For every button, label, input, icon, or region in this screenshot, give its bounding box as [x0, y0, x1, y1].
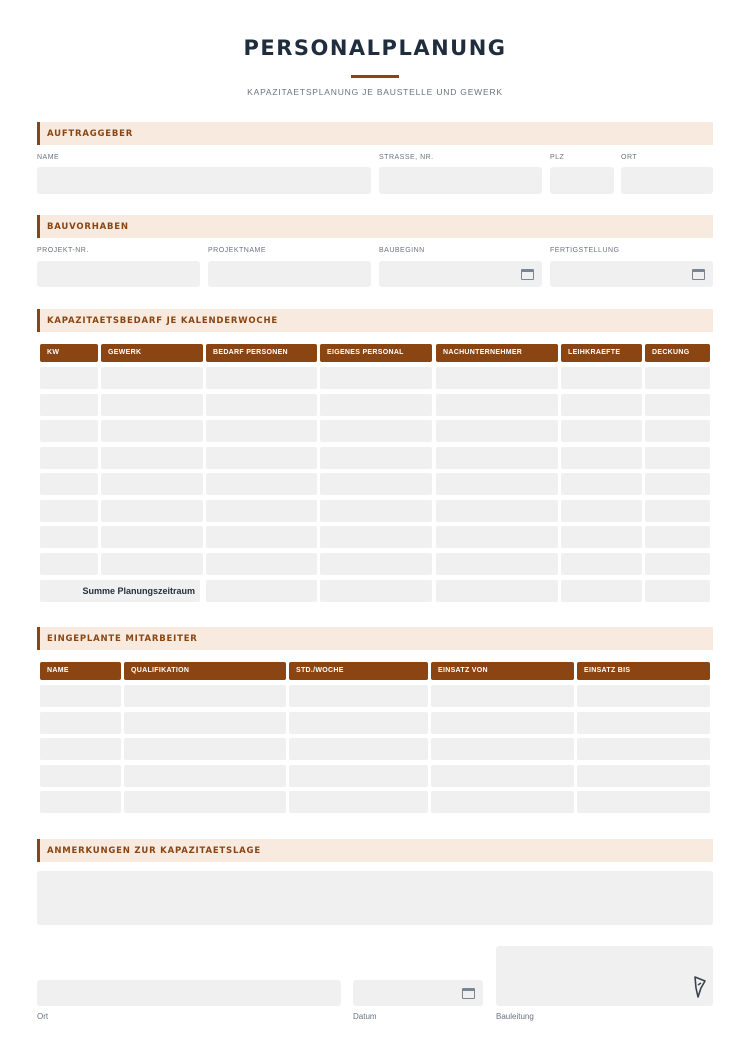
kapazitaet-cell[interactable] — [40, 447, 98, 469]
kapazitaet-cell[interactable] — [206, 394, 317, 416]
column-header-label: EINSATZ BIS — [584, 667, 631, 674]
section-title: AUFTRAGGEBER — [47, 129, 134, 139]
section-header-anmerkungen — [37, 839, 713, 862]
calendar-icon[interactable] — [521, 269, 534, 280]
kapazitaet-cell[interactable] — [645, 473, 710, 495]
ort-field[interactable] — [621, 167, 713, 194]
kapazitaet-cell[interactable] — [101, 420, 203, 442]
kapazitaet-cell[interactable] — [436, 394, 558, 416]
mitarbeiter-cell[interactable] — [577, 685, 710, 707]
label-projektname: PROJEKTNAME — [208, 247, 267, 254]
mitarbeiter-cell[interactable] — [577, 791, 710, 813]
kapazitaet-cell[interactable] — [101, 447, 203, 469]
mitarbeiter-column-header — [289, 662, 428, 680]
kapazitaet-cell[interactable] — [320, 367, 432, 389]
kapazitaet-cell[interactable] — [206, 367, 317, 389]
kapazitaet-cell[interactable] — [320, 420, 432, 442]
kapazitaet-column-header — [561, 344, 642, 362]
mitarbeiter-cell[interactable] — [289, 738, 428, 760]
mitarbeiter-cell[interactable] — [124, 791, 286, 813]
label-projekt-nr: PROJEKT-NR. — [37, 247, 89, 254]
kapazitaet-cell[interactable] — [436, 473, 558, 495]
label-name: NAME — [37, 154, 60, 161]
mitarbeiter-cell[interactable] — [124, 712, 286, 734]
kapazitaet-cell[interactable] — [436, 447, 558, 469]
mitarbeiter-cell[interactable] — [40, 685, 121, 707]
kapazitaet-column-header — [645, 344, 710, 362]
kapazitaet-cell[interactable] — [40, 526, 98, 548]
label-fertigstellung: FERTIGSTELLUNG — [550, 247, 620, 254]
kapazitaet-cell[interactable] — [436, 420, 558, 442]
projekt-nr-field[interactable] — [37, 261, 200, 287]
kapazitaet-cell[interactable] — [320, 447, 432, 469]
mitarbeiter-cell[interactable] — [577, 738, 710, 760]
kapazitaet-cell[interactable] — [561, 473, 642, 495]
mitarbeiter-column-header — [577, 662, 710, 680]
kapazitaet-cell[interactable] — [645, 394, 710, 416]
page-title: PERSONALPLANUNG — [243, 36, 507, 60]
kapazitaet-cell[interactable] — [320, 473, 432, 495]
mitarbeiter-column-header — [124, 662, 286, 680]
column-header-label: QUALIFIKATION — [131, 667, 190, 674]
title-underline — [351, 75, 399, 78]
label-ort: ORT — [621, 154, 638, 161]
kapazitaet-sum-cell[interactable] — [436, 580, 558, 602]
kapazitaet-column-header — [40, 344, 98, 362]
kapazitaet-cell[interactable] — [436, 553, 558, 575]
mitarbeiter-cell[interactable] — [124, 685, 286, 707]
kapazitaet-cell[interactable] — [561, 500, 642, 522]
column-header-label: EINSATZ VON — [438, 667, 488, 674]
mitarbeiter-cell[interactable] — [431, 765, 574, 787]
kapazitaet-cell[interactable] — [40, 420, 98, 442]
kapazitaet-column-header — [436, 344, 558, 362]
kapazitaet-cell[interactable] — [101, 473, 203, 495]
kapazitaet-cell[interactable] — [645, 447, 710, 469]
kapazitaet-cell[interactable] — [320, 526, 432, 548]
kapazitaet-sum-cell[interactable] — [206, 580, 317, 602]
column-header-label: KW — [47, 349, 60, 356]
column-header-label: BEDARF PERSONEN — [213, 349, 288, 356]
mitarbeiter-cell[interactable] — [124, 738, 286, 760]
fertigstellung-date-field[interactable] — [550, 261, 713, 287]
column-header-label: STD./WOCHE — [296, 667, 344, 674]
section-header-kapazitaet — [37, 309, 713, 332]
column-header-label: LEIHKRAEFTE — [568, 349, 621, 356]
section-title: BAUVORHABEN — [47, 222, 129, 232]
mitarbeiter-cell[interactable] — [431, 738, 574, 760]
kapazitaet-cell[interactable] — [561, 367, 642, 389]
calendar-icon[interactable] — [692, 269, 705, 280]
mitarbeiter-cell[interactable] — [289, 685, 428, 707]
anmerkungen-textarea[interactable] — [37, 871, 713, 925]
kapazitaet-cell[interactable] — [561, 447, 642, 469]
strasse-field[interactable] — [379, 167, 542, 194]
mitarbeiter-cell[interactable] — [289, 791, 428, 813]
name-field[interactable] — [37, 167, 371, 194]
kapazitaet-cell[interactable] — [101, 553, 203, 575]
kapazitaet-cell[interactable] — [40, 500, 98, 522]
label-datum-signature: Datum — [353, 1012, 377, 1021]
column-header-label: GEWERK — [108, 349, 142, 356]
kapazitaet-cell[interactable] — [645, 420, 710, 442]
kapazitaet-cell[interactable] — [320, 553, 432, 575]
kapazitaet-cell[interactable] — [561, 553, 642, 575]
mitarbeiter-column-header — [431, 662, 574, 680]
label-plz: PLZ — [550, 154, 565, 161]
label-ort-signature: Ort — [37, 1012, 49, 1021]
kapazitaet-cell[interactable] — [206, 447, 317, 469]
kapazitaet-cell[interactable] — [645, 553, 710, 575]
kapazitaet-sum-cell[interactable] — [645, 580, 710, 602]
kapazitaet-column-header — [101, 344, 203, 362]
plz-field[interactable] — [550, 167, 614, 194]
kapazitaet-sum-cell[interactable] — [561, 580, 642, 602]
column-header-label: NAME — [47, 667, 69, 674]
sum-row-label: Summe Planungszeitraum — [40, 580, 200, 602]
label-baubeginn: BAUBEGINN — [379, 247, 425, 254]
kapazitaet-cell[interactable] — [101, 367, 203, 389]
kapazitaet-sum-cell[interactable] — [320, 580, 432, 602]
kapazitaet-column-header — [320, 344, 432, 362]
kapazitaet-cell[interactable] — [561, 420, 642, 442]
ort-signature-field[interactable] — [37, 980, 341, 1006]
mitarbeiter-cell[interactable] — [289, 712, 428, 734]
kapazitaet-cell[interactable] — [561, 526, 642, 548]
kapazitaet-cell[interactable] — [206, 420, 317, 442]
kapazitaet-cell[interactable] — [40, 553, 98, 575]
section-title: ANMERKUNGEN ZUR KAPAZITAETSLAGE — [47, 846, 261, 856]
section-header-mitarbeiter — [37, 627, 713, 650]
kapazitaet-cell[interactable] — [561, 394, 642, 416]
kapazitaet-cell[interactable] — [101, 500, 203, 522]
label-strasse: STRASSE, NR. — [379, 154, 434, 161]
kapazitaet-cell[interactable] — [645, 500, 710, 522]
kapazitaet-cell[interactable] — [101, 526, 203, 548]
label-bauleitung-signature: Bauleitung — [496, 1012, 534, 1021]
mitarbeiter-cell[interactable] — [40, 712, 121, 734]
mitarbeiter-cell[interactable] — [40, 765, 121, 787]
kapazitaet-cell[interactable] — [206, 526, 317, 548]
column-header-label: NACHUNTERNEHMER — [443, 349, 523, 356]
mitarbeiter-cell[interactable] — [124, 765, 286, 787]
page-subtitle: KAPAZITAETSPLANUNG JE BAUSTELLE UND GEWERK — [247, 87, 503, 97]
datum-signature-field[interactable] — [353, 980, 483, 1006]
kapazitaet-cell[interactable] — [436, 500, 558, 522]
kapazitaet-cell[interactable] — [436, 526, 558, 548]
mitarbeiter-cell[interactable] — [577, 712, 710, 734]
mitarbeiter-cell[interactable] — [431, 712, 574, 734]
kapazitaet-cell[interactable] — [436, 367, 558, 389]
mitarbeiter-cell[interactable] — [40, 738, 121, 760]
kapazitaet-cell[interactable] — [645, 526, 710, 548]
mitarbeiter-column-header — [40, 662, 121, 680]
column-header-label: DECKUNG — [652, 349, 690, 356]
kapazitaet-cell[interactable] — [206, 473, 317, 495]
kapazitaet-cell[interactable] — [320, 500, 432, 522]
mitarbeiter-cell[interactable] — [431, 791, 574, 813]
bauleitung-signature-field[interactable] — [496, 946, 713, 1006]
column-header-label: EIGENES PERSONAL — [327, 349, 404, 356]
kapazitaet-cell[interactable] — [645, 367, 710, 389]
mitarbeiter-cell[interactable] — [40, 791, 121, 813]
kapazitaet-cell[interactable] — [320, 394, 432, 416]
kapazitaet-cell[interactable] — [40, 367, 98, 389]
section-header-bauvorhaben — [37, 215, 713, 238]
kapazitaet-cell[interactable] — [206, 500, 317, 522]
kapazitaet-cell[interactable] — [40, 473, 98, 495]
section-title: KAPAZITAETSBEDARF JE KALENDERWOCHE — [47, 316, 278, 326]
mitarbeiter-cell[interactable] — [289, 765, 428, 787]
pen-icon — [693, 975, 707, 1001]
calendar-icon[interactable] — [462, 988, 475, 999]
kapazitaet-column-header — [206, 344, 317, 362]
kapazitaet-cell[interactable] — [206, 553, 317, 575]
projektname-field[interactable] — [208, 261, 371, 287]
kapazitaet-cell[interactable] — [101, 394, 203, 416]
kapazitaet-cell[interactable] — [40, 394, 98, 416]
section-header-auftraggeber — [37, 122, 713, 145]
baubeginn-date-field[interactable] — [379, 261, 542, 287]
section-title: EINGEPLANTE MITARBEITER — [47, 634, 198, 644]
mitarbeiter-cell[interactable] — [431, 685, 574, 707]
mitarbeiter-cell[interactable] — [577, 765, 710, 787]
